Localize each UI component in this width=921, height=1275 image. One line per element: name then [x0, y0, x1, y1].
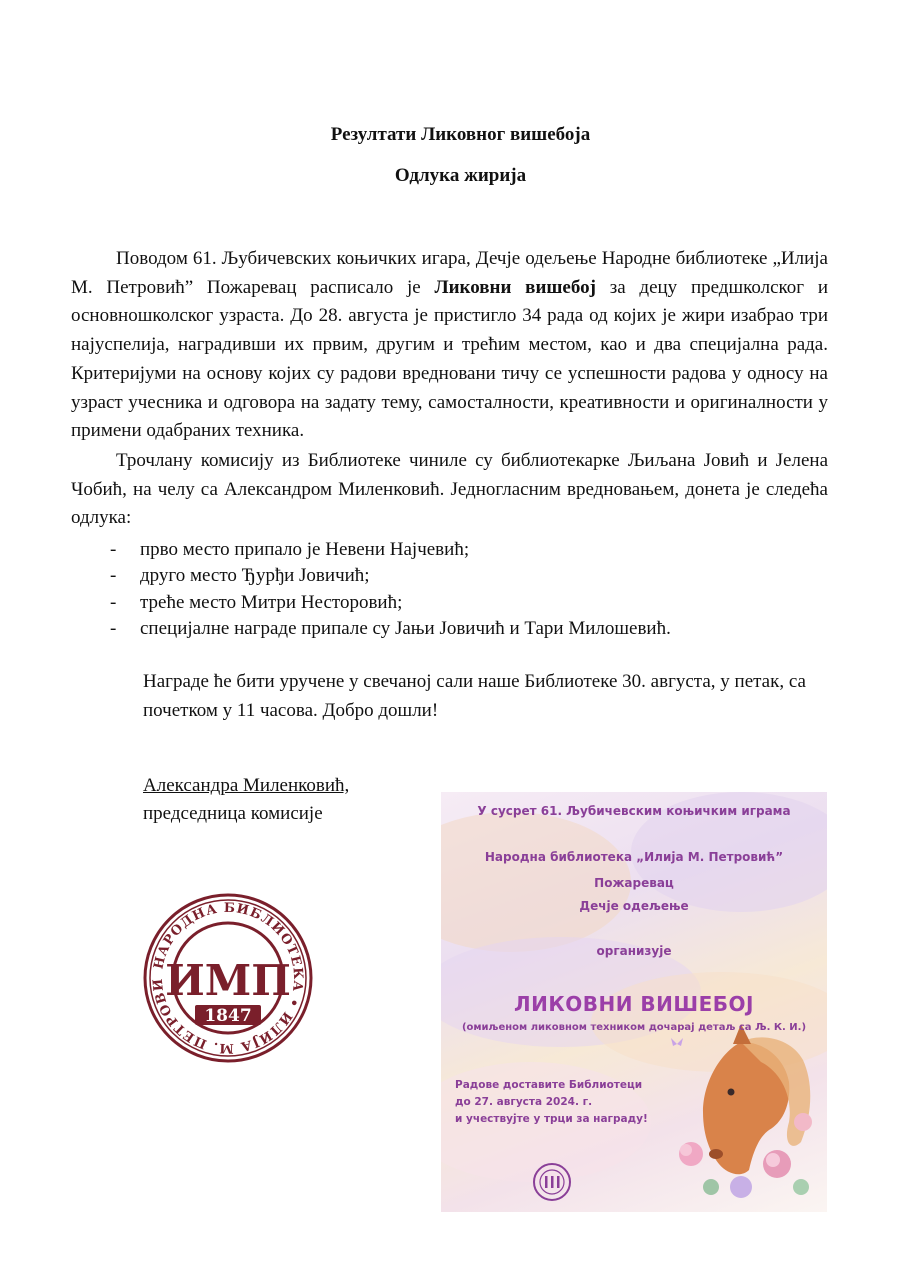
- list-item: [110, 616, 671, 642]
- poster-line-3: Пожаревац: [594, 876, 674, 890]
- seal-monogram: ИМП: [165, 956, 291, 1005]
- poster-info-3: и учествујте у трци за награду!: [455, 1113, 648, 1125]
- closing-paragraph: Награде ће бити уручене у свечаној сали наше Библиотеке 30. августа, у петак, са почетком у 11 часова. Добро дошли!: [143, 671, 806, 721]
- document-title: Резултати Ликовног вишебоја: [330, 124, 591, 145]
- poster-library-logo-icon: [534, 1164, 570, 1200]
- poster-line-2: Народна библиотека „Илија М. Петровић”: [484, 850, 784, 864]
- poster-info: [455, 1077, 648, 1128]
- list-item: [110, 563, 671, 589]
- signature-block: [143, 772, 349, 828]
- poster-line-4: Дечје одељење: [579, 899, 689, 913]
- seal-year: 1847: [204, 1006, 252, 1026]
- bullet-dash: -: [110, 591, 117, 613]
- intro-bold-text: Ликовни вишебој: [434, 276, 596, 298]
- bullet-dash: -: [110, 617, 117, 639]
- document-subtitle: Одлука жирија: [394, 165, 527, 186]
- signature-role: председница комисије: [143, 803, 323, 824]
- signature-name: Александра Миленковић,: [143, 775, 350, 796]
- poster-line-1: У сусрет 61. Љубичевским коњичким играма: [477, 804, 791, 818]
- committee-paragraph: Трочлану комисију из Библиотеке чиниле су библиотекарке Љиљана Јовић и Јелена Чобић, на челу са Александром Миленковић. Једногласним вредновањем, донета је следећа одлука:: [71, 450, 828, 529]
- event-poster: [441, 792, 827, 1212]
- poster-info-2: до 27. августа 2024. г.: [455, 1096, 593, 1108]
- bullet-dash: -: [110, 565, 117, 587]
- intro-paragraph: [71, 245, 828, 446]
- awards-list: [110, 537, 671, 642]
- award-special: специјалне награде припале су Јањи Јовичић и Тари Милошевић.: [140, 617, 671, 639]
- seal-icon: [143, 893, 313, 1063]
- intro-text-2: за децу предшколског и основношколског узраста. До 28. августа је пристигло 34 рада од којих је жири изабрао три најуспелија, наградивши их првим, другим и трећим местом, као и два специјална рада. Критеријуми на основу којих су радови вредновани тичу се успешности радова у односу на узраст учесника и одговора на задату тему, самосталности, креативности и оригиналности у примени одабраних техника.: [71, 276, 829, 442]
- seal-ring-text: НАРОДНА БИБЛИОТЕКА • ИЛИЈА М. ПЕТРОВИ: [150, 900, 306, 1056]
- poster-headline: ЛИКОВНИ ВИШЕБОЈ: [514, 992, 754, 1016]
- intro-text-1: Поводом 61. Љубичевских коњичких игара, Дечје одељење Народне библиотеке „Илија М. Петровић” Пожаревац расписало је: [71, 248, 828, 298]
- library-seal-logo: [143, 893, 313, 1063]
- award-first: прво место припало је Невени Најчевић;: [140, 539, 470, 560]
- award-third: треће место Митри Несторовић;: [140, 591, 403, 613]
- list-item: [110, 537, 671, 563]
- poster-line-5: организује: [596, 944, 672, 958]
- bullet-dash: -: [110, 539, 117, 560]
- list-item: [110, 590, 671, 616]
- poster-subline: (омиљеном ликовном техником дочарај детаљ са Љ. К. И.): [461, 1022, 807, 1033]
- poster-info-1: Радове доставите Библиотеци: [455, 1079, 643, 1091]
- award-second: друго место Ђурђи Јовичић;: [140, 565, 370, 587]
